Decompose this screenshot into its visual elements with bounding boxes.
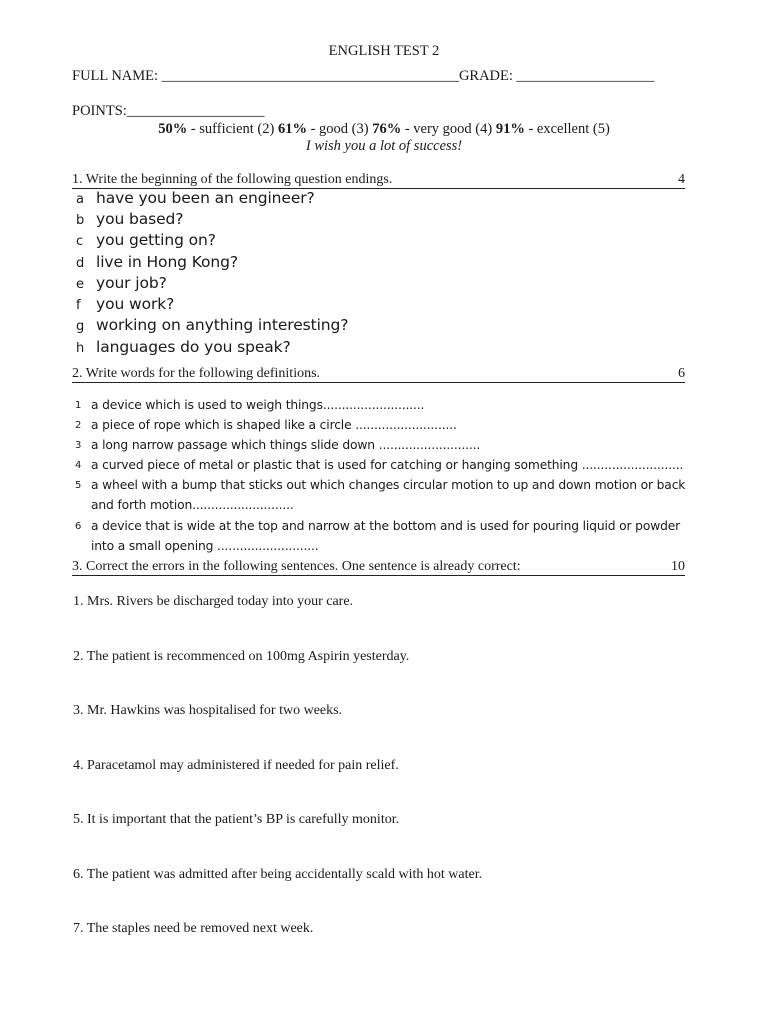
question-ending: you work? — [96, 295, 175, 313]
question-ending: languages do you speak? — [96, 338, 291, 356]
sentence-item: 1. Mrs. Rivers be discharged today into your care. — [73, 594, 354, 609]
definition-text: a device which is used to weigh things........................... — [91, 398, 425, 412]
grade-desc: - excellent (5) — [524, 121, 610, 137]
definition-text: a piece of rope which is shaped like a circle ........................... — [91, 418, 457, 432]
question-ending: live in Hong Kong? — [96, 253, 238, 271]
full-name-label: FULL NAME: — [72, 68, 162, 84]
question-letter: g — [76, 319, 85, 334]
sentence-item: 6. The patient was admitted after being accidentally scald with hot water. — [73, 867, 483, 882]
question-ending: you based? — [96, 210, 184, 228]
section1-heading-text: 1. Write the beginning of the following question endings. — [72, 172, 393, 187]
section3-heading-text: 3. Correct the errors in the following sentences. One sentence is already correct: — [72, 559, 521, 574]
question-letter: h — [76, 341, 85, 356]
section3-heading — [72, 559, 685, 576]
grade-label: GRADE: — [458, 68, 517, 84]
full-name-row — [72, 68, 654, 85]
grading-scale — [0, 121, 768, 138]
definition-number: 1 — [75, 400, 82, 411]
question-letter: a — [76, 192, 84, 207]
grade-blank[interactable]: ___________________ — [516, 68, 655, 84]
full-name-blank[interactable]: _________________________________________ — [161, 68, 459, 84]
grade-pct: 50% — [158, 121, 188, 137]
definition-number: 2 — [75, 420, 82, 431]
section3-points: 10 — [671, 559, 685, 574]
question-letter: d — [76, 256, 85, 271]
definition-text: into a small opening ........................... — [91, 539, 319, 553]
test-title: ENGLISH TEST 2 — [328, 43, 440, 59]
question-letter: b — [76, 213, 85, 228]
section1-points: 4 — [678, 172, 685, 187]
sentence-item: 5. It is important that the patient’s BP is carefully monitor. — [73, 812, 400, 827]
question-ending: you getting on? — [96, 231, 216, 249]
definition-number: 3 — [75, 440, 82, 451]
wish-text: I wish you a lot of success! — [305, 138, 463, 154]
question-ending: your job? — [96, 274, 167, 292]
question-letter: e — [76, 277, 84, 292]
question-ending: working on anything interesting? — [96, 316, 349, 334]
definition-number: 5 — [75, 480, 82, 491]
question-letter: c — [76, 234, 84, 249]
section2-points: 6 — [678, 366, 685, 381]
definition-text: a device that is wide at the top and narrow at the bottom and is used for pouring liquid or powder — [91, 519, 681, 533]
sentence-item: 3. Mr. Hawkins was hospitalised for two weeks. — [73, 703, 343, 718]
question-ending: have you been an engineer? — [96, 189, 315, 207]
points-label: POINTS: — [72, 103, 127, 119]
grade-desc: - good (3) — [306, 121, 373, 137]
definition-text: a wheel with a bump that sticks out which changes circular motion to up and down motion or back — [91, 478, 686, 492]
section1-heading — [72, 172, 685, 189]
section2-heading-text: 2. Write words for the following definitions. — [72, 366, 321, 381]
points-row — [72, 103, 265, 120]
definition-text: and forth motion........................... — [91, 498, 294, 512]
grade-desc: - very good (4) — [401, 121, 496, 137]
sentence-item: 4. Paracetamol may administered if needed for pain relief. — [73, 758, 399, 773]
sentence-item: 7. The staples need be removed next week. — [73, 921, 314, 936]
sentence-item: 2. The patient is recommenced on 100mg Aspirin yesterday. — [73, 649, 410, 664]
section2-heading — [72, 366, 685, 383]
definition-text: a long narrow passage which things slide down ........................... — [91, 438, 481, 452]
definition-text: a curved piece of metal or plastic that is used for catching or hanging something ........................... — [91, 458, 684, 472]
question-letter: f — [76, 298, 81, 313]
grade-pct: 61% — [277, 121, 307, 137]
grade-pct: 76% — [372, 121, 402, 137]
definition-number: 4 — [75, 460, 82, 471]
grade-desc: - sufficient (2) — [187, 121, 278, 137]
grade-pct: 91% — [495, 121, 525, 137]
definition-number: 6 — [75, 521, 82, 532]
points-blank[interactable]: ___________________ — [126, 103, 265, 119]
